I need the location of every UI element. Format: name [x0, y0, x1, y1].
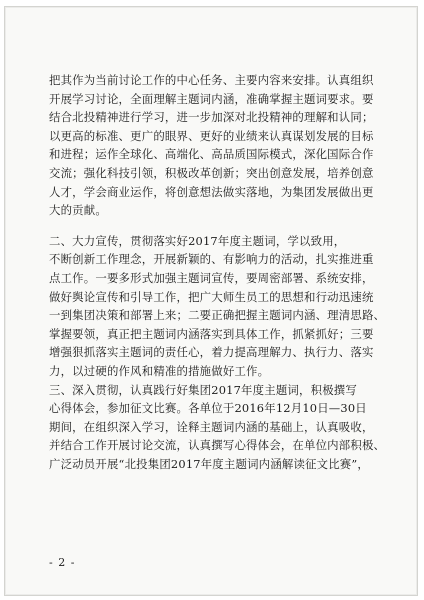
page-number: - 2 -	[49, 556, 76, 569]
document-page	[4, 6, 418, 596]
paragraph-section-three: 三、深入贯彻，认真践行好集团2017年度主题词，积极撰写 心得体会，参加征文比赛。各单位于2016年12月10日—30日 期间，在组织深入学习，诠释主题词内涵的基础上，认真吸收， 并结合工作开展讨论交流，认真撰写心得体会，在单位内部积极、 广泛动员开展“北投集团2017年度主题词内涵解读征文比赛”，	[49, 382, 386, 471]
paragraph-section-two: 二、大力宣传，贯彻落实好2017年度主题词，学以致用， 不断创新工作理念，开展新颖的、有影响力的活动，扎实推进重 点工作。一要多形式加强主题词宣传，要周密部署、系统安排， 做好舆论宣传和引导工作，把广大师生员工的思想和行动迅速统 一到集团决策和部署上来；二要正确把握主题词内涵、理清思路、 掌握要领，真正把主题词内涵落实到具体工作，抓紧抓好；三要 增强狠抓落实主题词的责任心，着力提高理解力、执行力、落实 力，以过硬的作风和精准的措施做好工作。	[49, 233, 386, 378]
document-body	[49, 71, 389, 473]
paragraph-study-discussion: 把其作为当前讨论工作的中心任务、主要内容来安排。认真组织 开展学习讨论，全面理解主题词内涵，准确掌握主题词要求。要 结合北投精神进行学习，进一步加深对北投精神的理解和认同； 以更高的标准、更广的眼界、更好的业绩来认真谋划发展的目标 和进程；运作全球化、高端化、高品质国际模式，深化国际合作 交流；强化科技引领，积极改革创新；突出创意发展，培养创意 人才，学会商业运作，将创意想法做实落地，为集团发展做出更 大的贡献。	[49, 73, 374, 218]
